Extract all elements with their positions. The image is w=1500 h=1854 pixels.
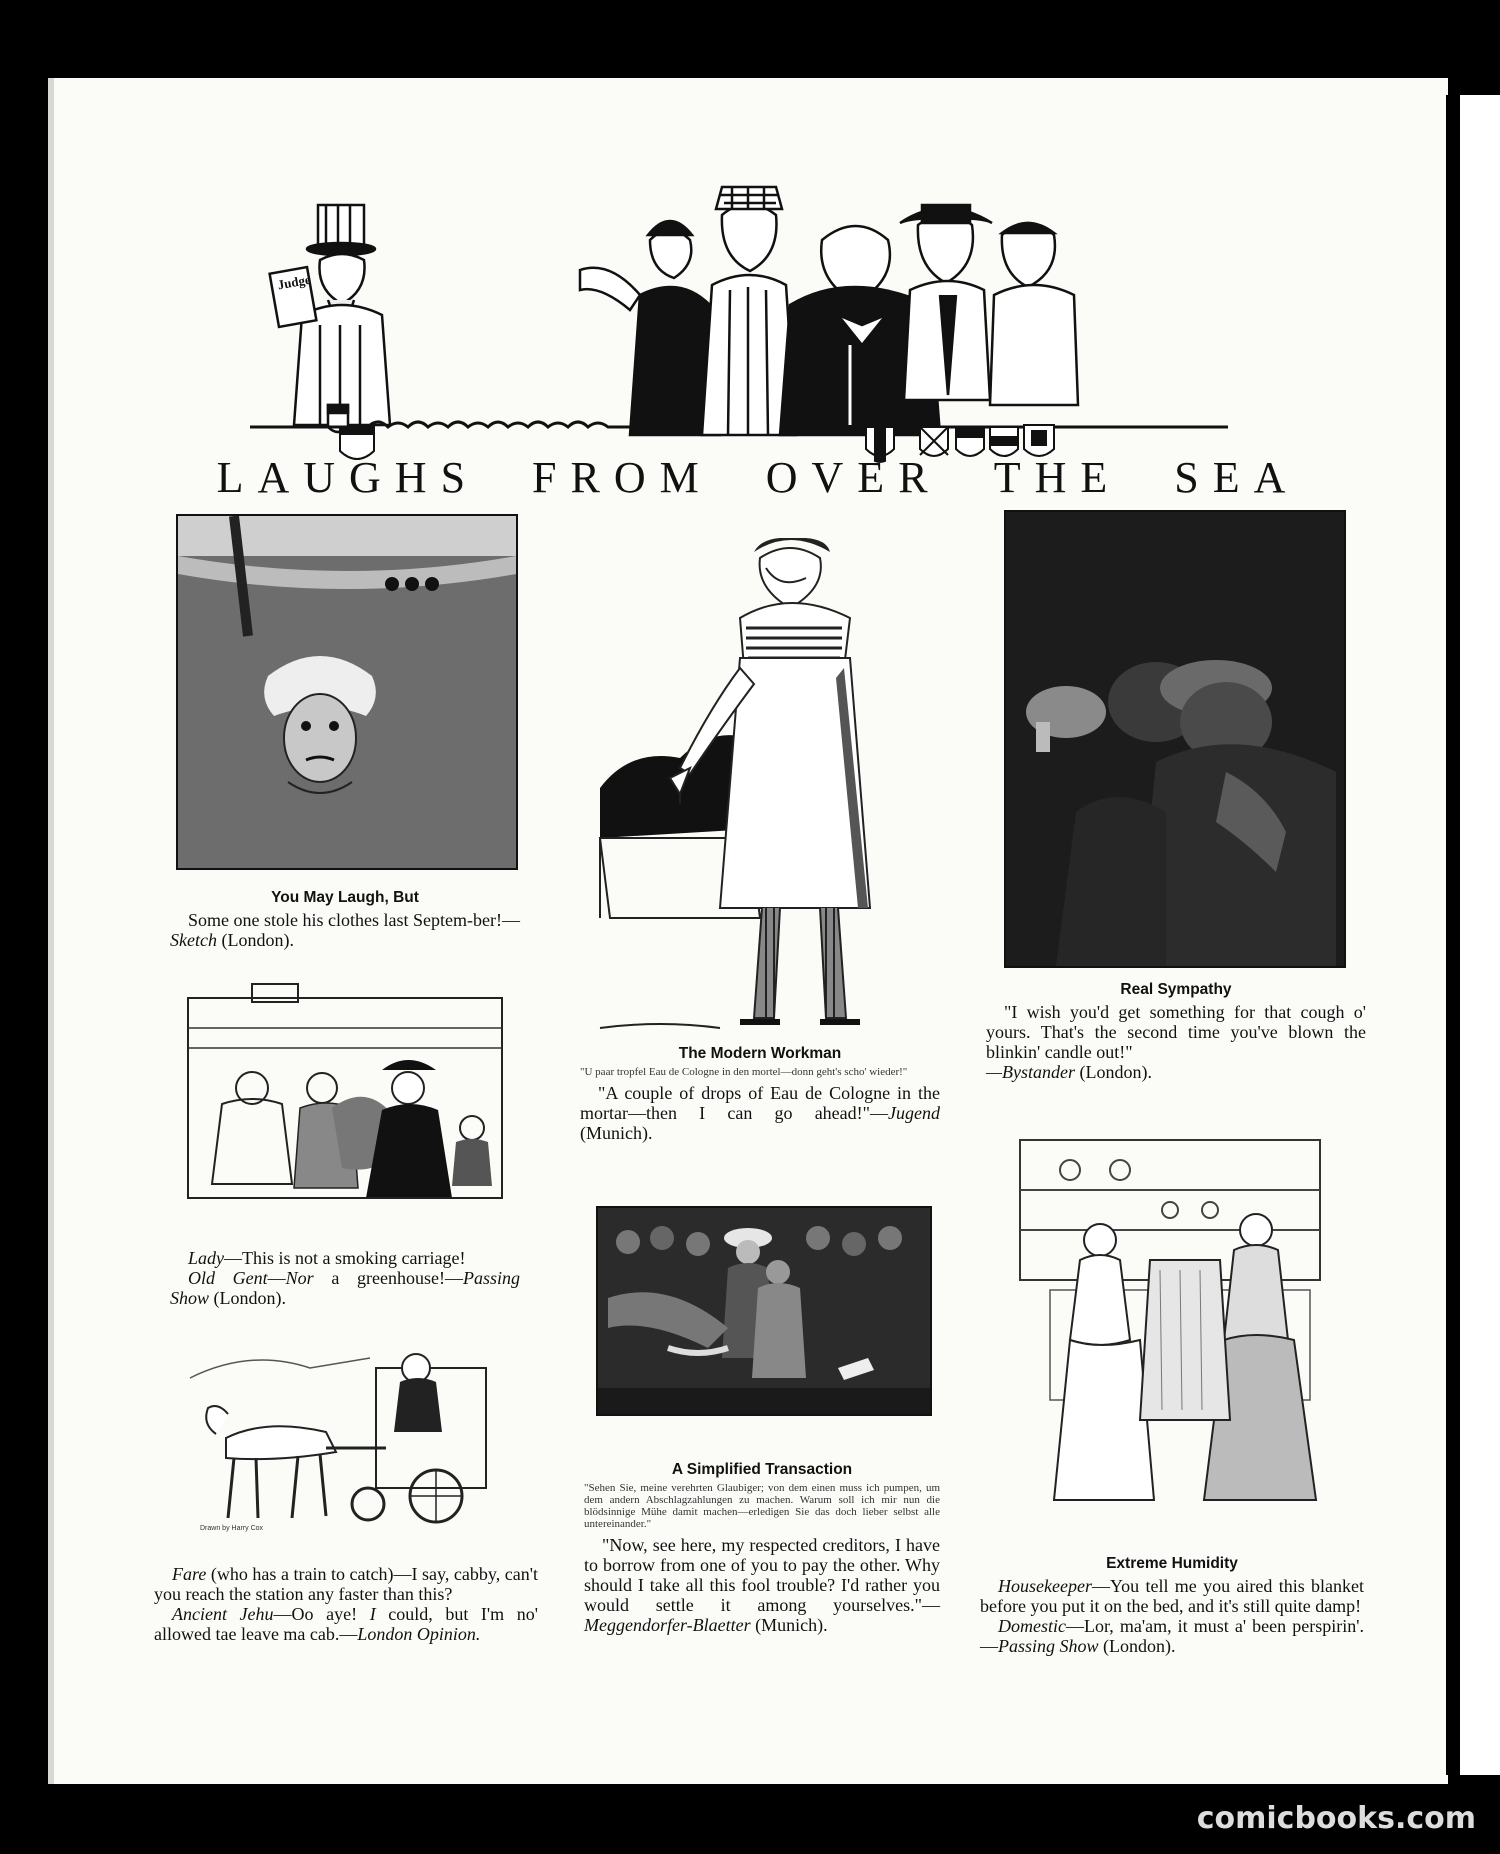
caption-modern-workman [580, 1044, 940, 1143]
caption-title: Real Sympathy [1120, 981, 1232, 998]
cartoon-you-may-laugh-image [176, 514, 518, 870]
page-headline: LAUGHS FROM OVER THE SEA [216, 453, 1300, 502]
next-page-edge [1446, 95, 1500, 1775]
caption-smoking-carriage: Lady—This is not a smoking carriage! Old Gent—Nor a greenhouse!—Passing Show (London). [170, 1248, 520, 1308]
scan-bottom-border [0, 1784, 1500, 1854]
cartoon-extreme-humidity-image [1010, 1130, 1340, 1530]
caption-you-may-laugh [170, 888, 520, 950]
caption-cabby: Fare (who has a train to catch)—I say, cabby, can't you reach the station any faster than this? Ancient Jehu—Oo aye! I could, but I'm no' allowed tae leave ma cab.—London Opinion. [154, 1564, 538, 1644]
original-german-text: "U paar tropfel Eau de Cologne in den mortel—donn geht's scho' wieder!" [580, 1066, 908, 1078]
original-german-text: "Sehen Sie, meine verehrten Glaubiger; von dem einen muss ich pumpen, um dem andern Abschlagzahlungen zu machen. Warum soll ich mir nun die blödsinnige Mühe damit machen—erledigen Sie das doch lieber selbst alle untereinander." [584, 1482, 940, 1530]
caption-real-sympathy [986, 980, 1366, 1082]
site-watermark: comicbooks.com [1196, 1801, 1476, 1836]
caption-extreme-humidity: Extreme Humidity Housekeeper—You tell me you aired this blanket before you put it on the bed, and it's still quite damp! Domestic—Lor, ma'am, it must a' been perspirin'.—Passing Show (London). [980, 1555, 1364, 1656]
caption-text: "I wish you'd get something for that cough o' yours. That's the second time you've blown the blinkin' candle out!" [986, 1002, 1366, 1062]
caption-title: You May Laugh, But [271, 889, 419, 906]
caption-title: Extreme Humidity [1106, 1555, 1238, 1572]
artist-credit: Drawn by Harry Cox [200, 1525, 264, 1532]
banner-illustration [250, 165, 1260, 465]
caption-simplified-transaction [584, 1460, 940, 1635]
cartoon-modern-workman-image [590, 538, 930, 1038]
cartoon-cabby-image [186, 1338, 502, 1534]
cartoon-smoking-carriage-image [182, 978, 508, 1226]
magazine-cover-label: Judge [276, 271, 312, 293]
uncle-sam-figure [270, 205, 390, 432]
foreign-figures [580, 187, 1078, 435]
caption-title: The Modern Workman [678, 1045, 842, 1062]
caption-text: "A couple of drops of Eau de Cologne in the mortar—then I can go ahead!"—Jugend (Munich). [580, 1083, 940, 1143]
caption-text: "Now, see here, my respected creditors, I have to borrow from one of you to pay the other. Why should I take all this fool trouble? I'd rather you would settle it among yourselves."—Meggendorfer-Blaetter (Munich). [584, 1535, 940, 1635]
caption-text: Some one stole his clothes last Septem-ber!—Sketch (London). [170, 910, 520, 950]
cartoon-simplified-transaction-image [596, 1206, 932, 1416]
caption-source: —Bystander (London). [986, 1062, 1152, 1082]
caption-title: A Simplified Transaction [671, 1461, 853, 1478]
cartoon-real-sympathy-image [1004, 510, 1346, 968]
